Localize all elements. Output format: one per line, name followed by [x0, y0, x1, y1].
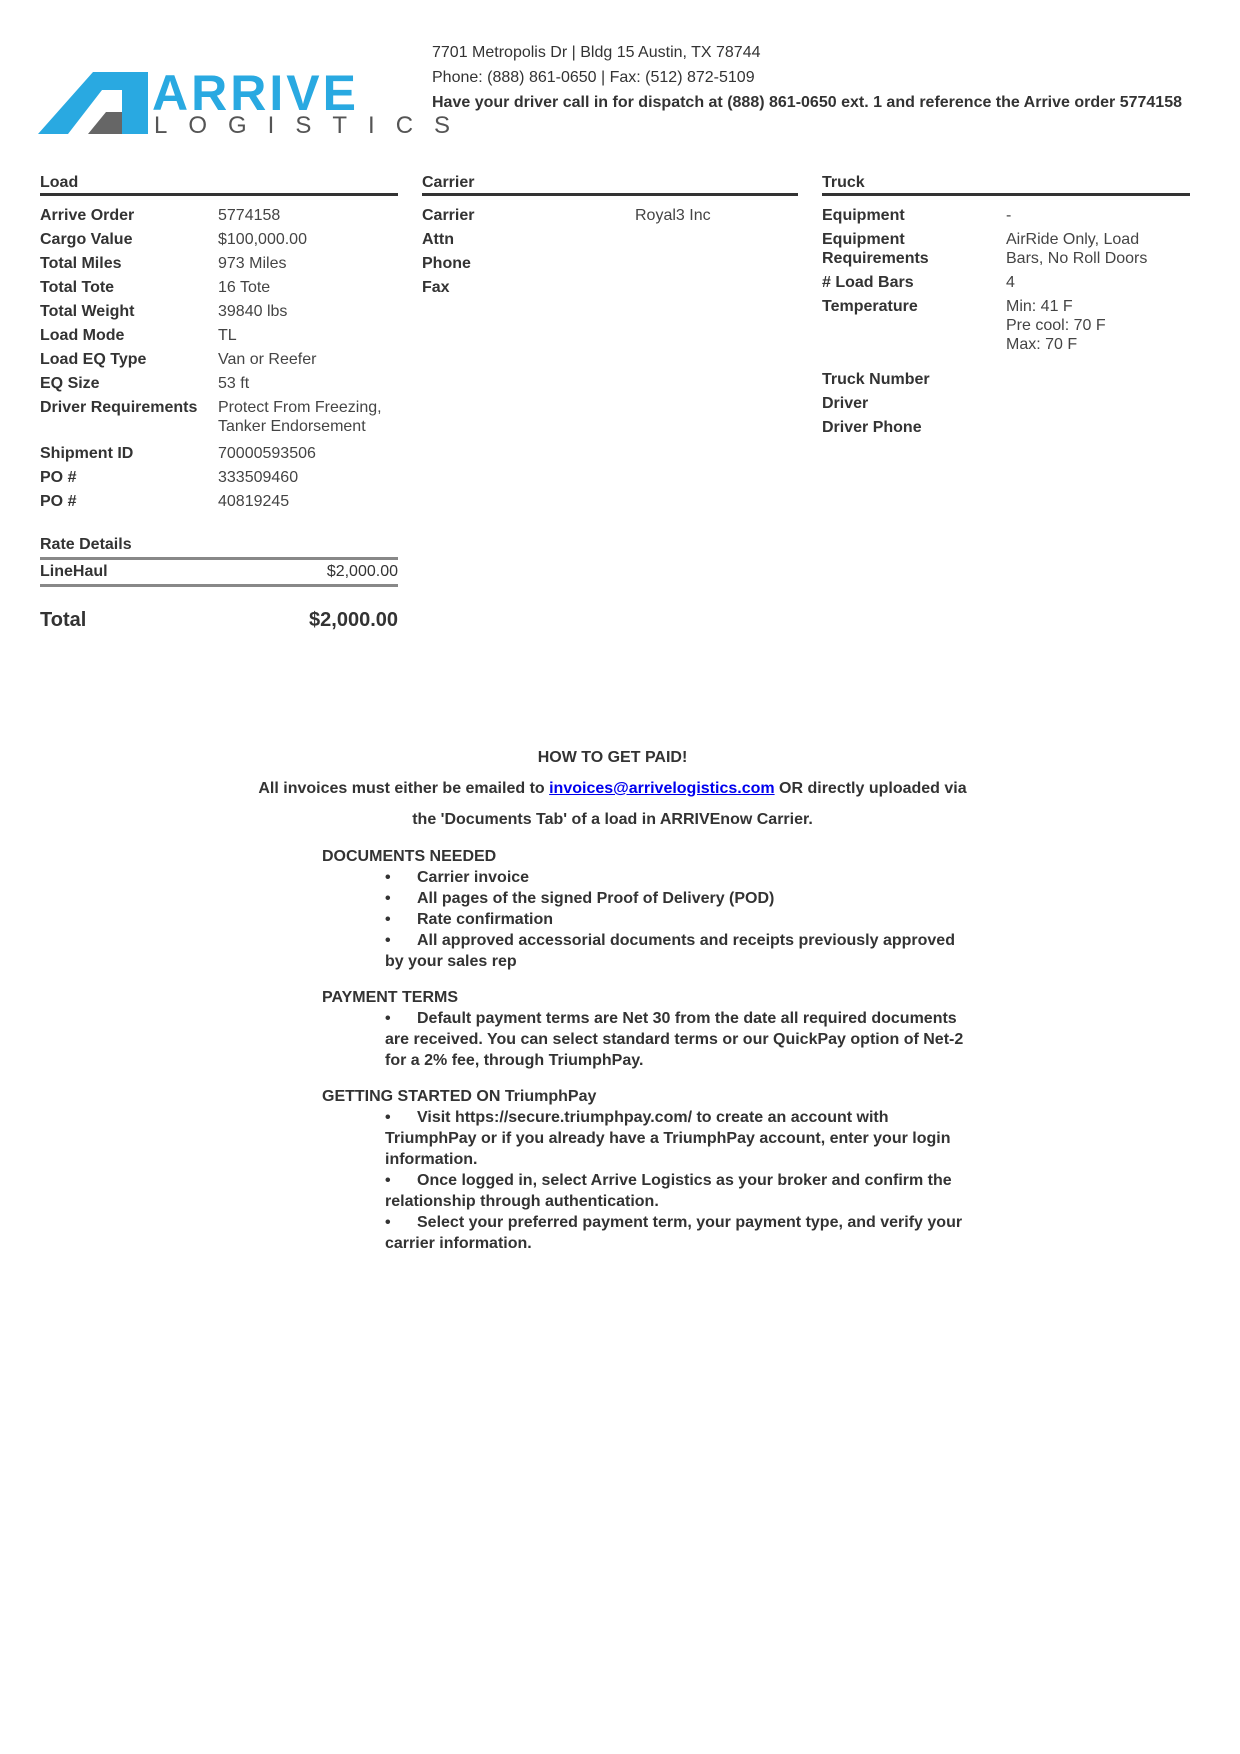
paid-line2: the 'Documents Tab' of a load in ARRIVEnow Carrier. [412, 811, 813, 828]
load-row: Load Mode TL [40, 327, 237, 344]
temp-min: Min: 41 F [1006, 298, 1073, 315]
logo-subtext: LOGISTICS [154, 112, 472, 139]
load-row: Total Tote 16 Tote [40, 279, 271, 296]
carrier-row: Attn [422, 231, 454, 248]
load-row: Arrive Order 5774158 [40, 207, 281, 224]
load-row: Load EQ Type Van or Reefer [40, 351, 317, 368]
load-row: Driver Requirements Protect From Freezing, Tanker Endorsement [40, 399, 382, 435]
load-row: Cargo Value $100,000.00 [40, 231, 307, 248]
truck-title: Truck [822, 174, 865, 191]
how-to-get-paid [250, 742, 975, 835]
rate-title: Rate Details [40, 536, 132, 553]
truck-section [822, 174, 1190, 442]
truck-divider [822, 193, 1190, 196]
truck-row: Temperature Min: 41 F Pre cool: 70 F Max: 70 F [822, 298, 1106, 353]
list-item: • All approved accessorial documents and receipts previously approved by your sales rep [385, 932, 955, 970]
carrier-section [422, 174, 798, 302]
list-item: • Once logged in, select Arrive Logistics as your broker and confirm the relationship through authentication. [385, 1172, 952, 1210]
payment-terms-title: PAYMENT TERMS [322, 989, 459, 1006]
list-item: • Rate confirmation [385, 911, 554, 928]
load-row: Total Weight 39840 lbs [40, 303, 288, 320]
load-row: EQ Size 53 ft [40, 375, 250, 392]
paid-title: HOW TO GET PAID! [537, 749, 688, 766]
temp-precool: Pre cool: 70 F [1006, 317, 1106, 334]
paid-line1: All invoices must either be emailed to invoices@arrivelogistics.com OR directly uploaded via [258, 780, 967, 797]
truck-row: Driver Phone [822, 419, 922, 436]
carrier-row: Phone [422, 255, 471, 272]
load-divider [40, 193, 398, 196]
load-section [40, 174, 398, 516]
getting-started-list [322, 1107, 972, 1254]
documents-needed-title: DOCUMENTS NEEDED [322, 848, 497, 865]
truck-row: Equipment - [822, 207, 1012, 224]
load-title: Load [40, 174, 79, 191]
truck-row: Driver [822, 395, 869, 412]
company-address: 7701 Metropolis Dr | Bldg 15 Austin, TX 78744 [432, 44, 761, 61]
list-item: • All pages of the signed Proof of Delivery (POD) [385, 890, 775, 907]
rate-details [40, 536, 398, 632]
getting-started-title: GETTING STARTED ON TriumphPay [322, 1088, 597, 1105]
payment-terms-list [322, 1008, 972, 1071]
list-item: • Default payment terms are Net 30 from the date all required documents are received. You can select standard terms or our QuickPay option of Net-2 for a 2% fee, through TriumphPay. [385, 1010, 964, 1069]
payment-instructions [322, 846, 972, 1269]
carrier-row: Carrier Royal3 Inc [422, 207, 711, 224]
load-row: PO # 333509460 [40, 469, 299, 486]
carrier-divider [422, 193, 798, 196]
list-item: • Carrier invoice [385, 869, 530, 886]
invoice-email-link[interactable]: invoices@arrivelogistics.com [549, 780, 775, 797]
linehaul-row: LineHaul $2,000.00 [40, 563, 398, 580]
rate-divider-bottom [40, 584, 398, 587]
logo-wordmark: ARRIVE [152, 65, 359, 121]
carrier-row: Fax [422, 279, 450, 296]
truck-row: Truck Number [822, 371, 930, 388]
company-logo [38, 65, 472, 139]
documents-needed-list [322, 867, 972, 972]
truck-row: # Load Bars 4 [822, 274, 1015, 291]
temp-max: Max: 70 F [1006, 336, 1078, 353]
list-item: • Select your preferred payment term, your payment type, and verify your carrier information. [385, 1214, 963, 1252]
load-row: Shipment ID 70000593506 [40, 445, 316, 462]
carrier-title: Carrier [422, 174, 475, 191]
total-row: Total $2,000.00 [40, 609, 398, 631]
load-row: Total Miles 973 Miles [40, 255, 287, 272]
logo-mark-icon [38, 72, 148, 134]
truck-row: Equipment Requirements AirRide Only, Load Bars, No Roll Doors [822, 231, 1148, 267]
company-phone-fax: Phone: (888) 861-0650 | Fax: (512) 872-5109 [432, 69, 755, 86]
dispatch-note: Have your driver call in for dispatch at (888) 861-0650 ext. 1 and reference the Arrive order 5774158 [432, 94, 1182, 111]
company-header [432, 40, 1202, 115]
list-item: • Visit https://secure.triumphpay.com/ to create an account with TriumphPay or if you already have a TriumphPay account, enter your login information. [385, 1109, 951, 1168]
load-row: PO # 40819245 [40, 493, 290, 510]
